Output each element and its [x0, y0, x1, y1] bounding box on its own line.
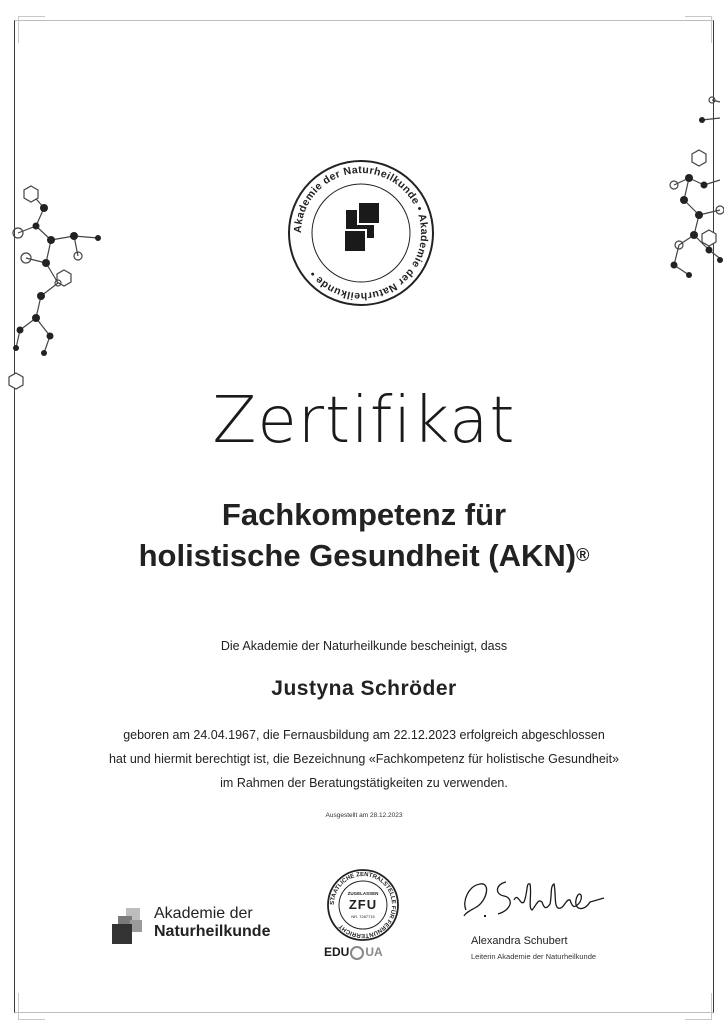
- eduqua-logo: [324, 945, 404, 967]
- zfu-number: NR. 7287715: [351, 914, 375, 919]
- molecule-decoration-right-icon: [654, 90, 724, 290]
- zfu-seal-icon: [326, 868, 400, 942]
- zfu-ring-text: STAATLICHE ZENTRALSTELLE FÜR FERNUNTERRICHT: [329, 871, 397, 939]
- academy-logo-line-1: Akademie der: [154, 905, 253, 922]
- body-line-3: im Rahmen der Beratungstätigkeiten zu verwenden.: [220, 776, 508, 790]
- certificate-title: Zertifikat: [212, 384, 516, 458]
- certificate-intro: Die Akademie der Naturheilkunde bescheinigt, dass: [220, 639, 508, 653]
- handwritten-signature: [458, 872, 608, 926]
- eduqua-edu-text: EDU: [324, 945, 350, 959]
- eduqua-ua-text: UA: [365, 945, 383, 959]
- signer-role: Leiterin Akademie der Naturheilkunde: [471, 952, 597, 961]
- seal-ring-text: Akademie der Naturheilkunde • Akademie der Naturheilkunde •: [291, 163, 431, 303]
- certificate-body: [0, 723, 728, 795]
- certificate-subtitle: [0, 494, 728, 576]
- recipient-name: Justyna Schröder: [271, 677, 457, 700]
- crop-mark-top-right: [685, 16, 712, 43]
- academy-logo-text: [154, 905, 270, 941]
- eduqua-q-icon: [350, 946, 364, 960]
- signer-name: Alexandra Schubert: [471, 935, 568, 947]
- crop-mark-bottom-left: [18, 993, 45, 1020]
- academy-seal-icon: [286, 158, 436, 308]
- registered-mark: ®: [576, 545, 590, 565]
- academy-logo-line-2: Naturheilkunde: [154, 923, 271, 940]
- subtitle-line-1: Fachkompetenz für: [221, 497, 507, 532]
- body-line-2: hat und hiermit berechtigt ist, die Bezeichnung «Fachkompetenz für holistische Gesundheit»: [108, 752, 620, 766]
- issue-date: Ausgestellt am 28.12.2023: [325, 812, 403, 819]
- subtitle-line-2: [0, 535, 728, 576]
- molecule-decoration-left-icon: [6, 178, 116, 418]
- subtitle-line-2-text: holistische Gesundheit (AKN): [138, 538, 577, 573]
- academy-logo: [112, 902, 302, 952]
- zfu-approved-text: ZUGELASSEN: [347, 891, 379, 896]
- zfu-letters: ZFU: [348, 897, 378, 912]
- crop-mark-bottom-right: [685, 993, 712, 1020]
- academy-logo-mark-icon: [112, 908, 148, 944]
- body-line-1: geboren am 24.04.1967, die Fernausbildung am 22.12.2023 erfolgreich abgeschlossen: [123, 728, 605, 742]
- crop-mark-top-left: [18, 16, 45, 43]
